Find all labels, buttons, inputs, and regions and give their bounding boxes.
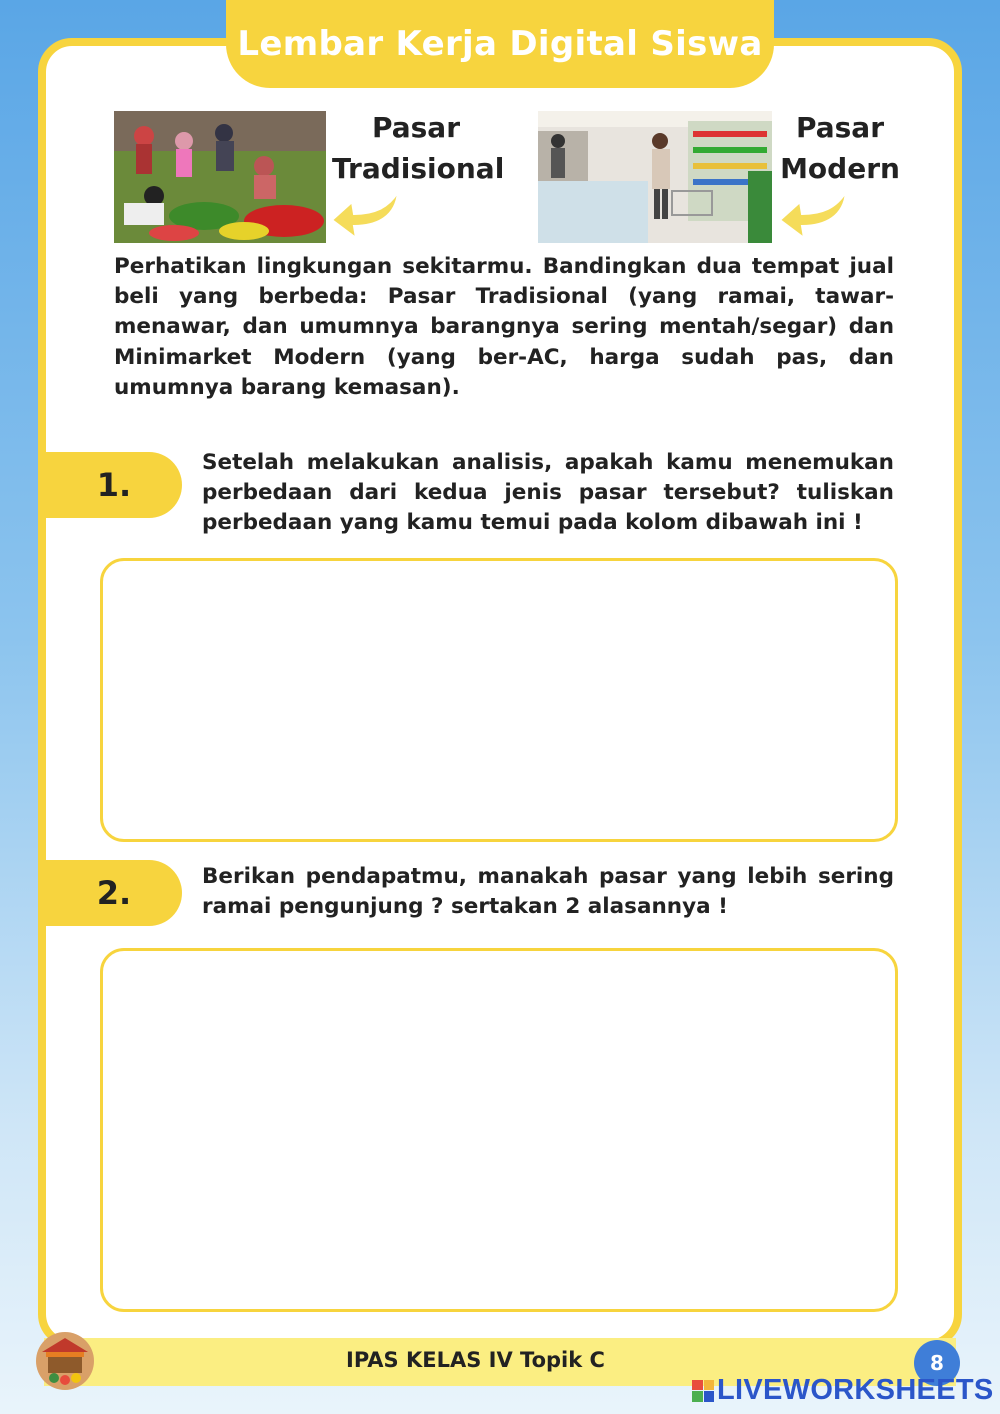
label-line: Pasar xyxy=(371,111,461,144)
liveworksheets-logo[interactable] xyxy=(692,1374,994,1407)
label-line: Pasar xyxy=(795,111,885,144)
market-badge-icon xyxy=(34,1330,96,1392)
arrow-left-icon xyxy=(330,186,404,242)
label-line: Modern xyxy=(780,152,900,185)
liveworksheets-wordmark: LIVEWORKSHEETS xyxy=(717,1374,994,1406)
header-tab xyxy=(226,0,774,88)
page-number: 8 xyxy=(914,1340,960,1386)
answer-box-2[interactable] xyxy=(100,948,898,1312)
question-1-text: Setelah melakukan analisis, apakah kamu menemukan perbedaan dari kedua jenis pasar tersebut? tuliskan perbedaan yang kamu temui pada kolom dibawah ini ! xyxy=(202,450,894,536)
traditional-market-photo xyxy=(114,111,326,243)
answer-box-1[interactable] xyxy=(100,558,898,842)
question-number: 1. xyxy=(96,466,132,504)
label-line: Tradisional xyxy=(332,152,505,185)
question-number-tab xyxy=(46,860,182,926)
traditional-market-label xyxy=(332,107,505,189)
arrow-left-icon xyxy=(778,186,852,242)
page-title: Lembar Kerja Digital Siswa xyxy=(237,24,763,64)
modern-market-label xyxy=(776,107,904,189)
intro-paragraph: Perhatikan lingkungan sekitarmu. Bandingkan dua tempat jual beli yang berbeda: Pasar Tradisional (yang ramai, tawar-menawar, dan umumnya barangnya sering mentah/segar) dan Minimarket Modern (yang ber-AC, harga sudah pas, dan umumnya barang kemasan). xyxy=(114,254,894,400)
question-number: 2. xyxy=(96,874,132,912)
modern-market-photo xyxy=(538,111,772,243)
footer-subject: IPAS KELAS IV Topik C xyxy=(346,1348,605,1372)
question-number-tab xyxy=(46,452,182,518)
question-2-text: Berikan pendapatmu, manakah pasar yang lebih sering ramai pengunjung ? sertakan 2 alasannya ! xyxy=(202,864,894,920)
liveworksheets-cube-icon xyxy=(692,1380,714,1402)
